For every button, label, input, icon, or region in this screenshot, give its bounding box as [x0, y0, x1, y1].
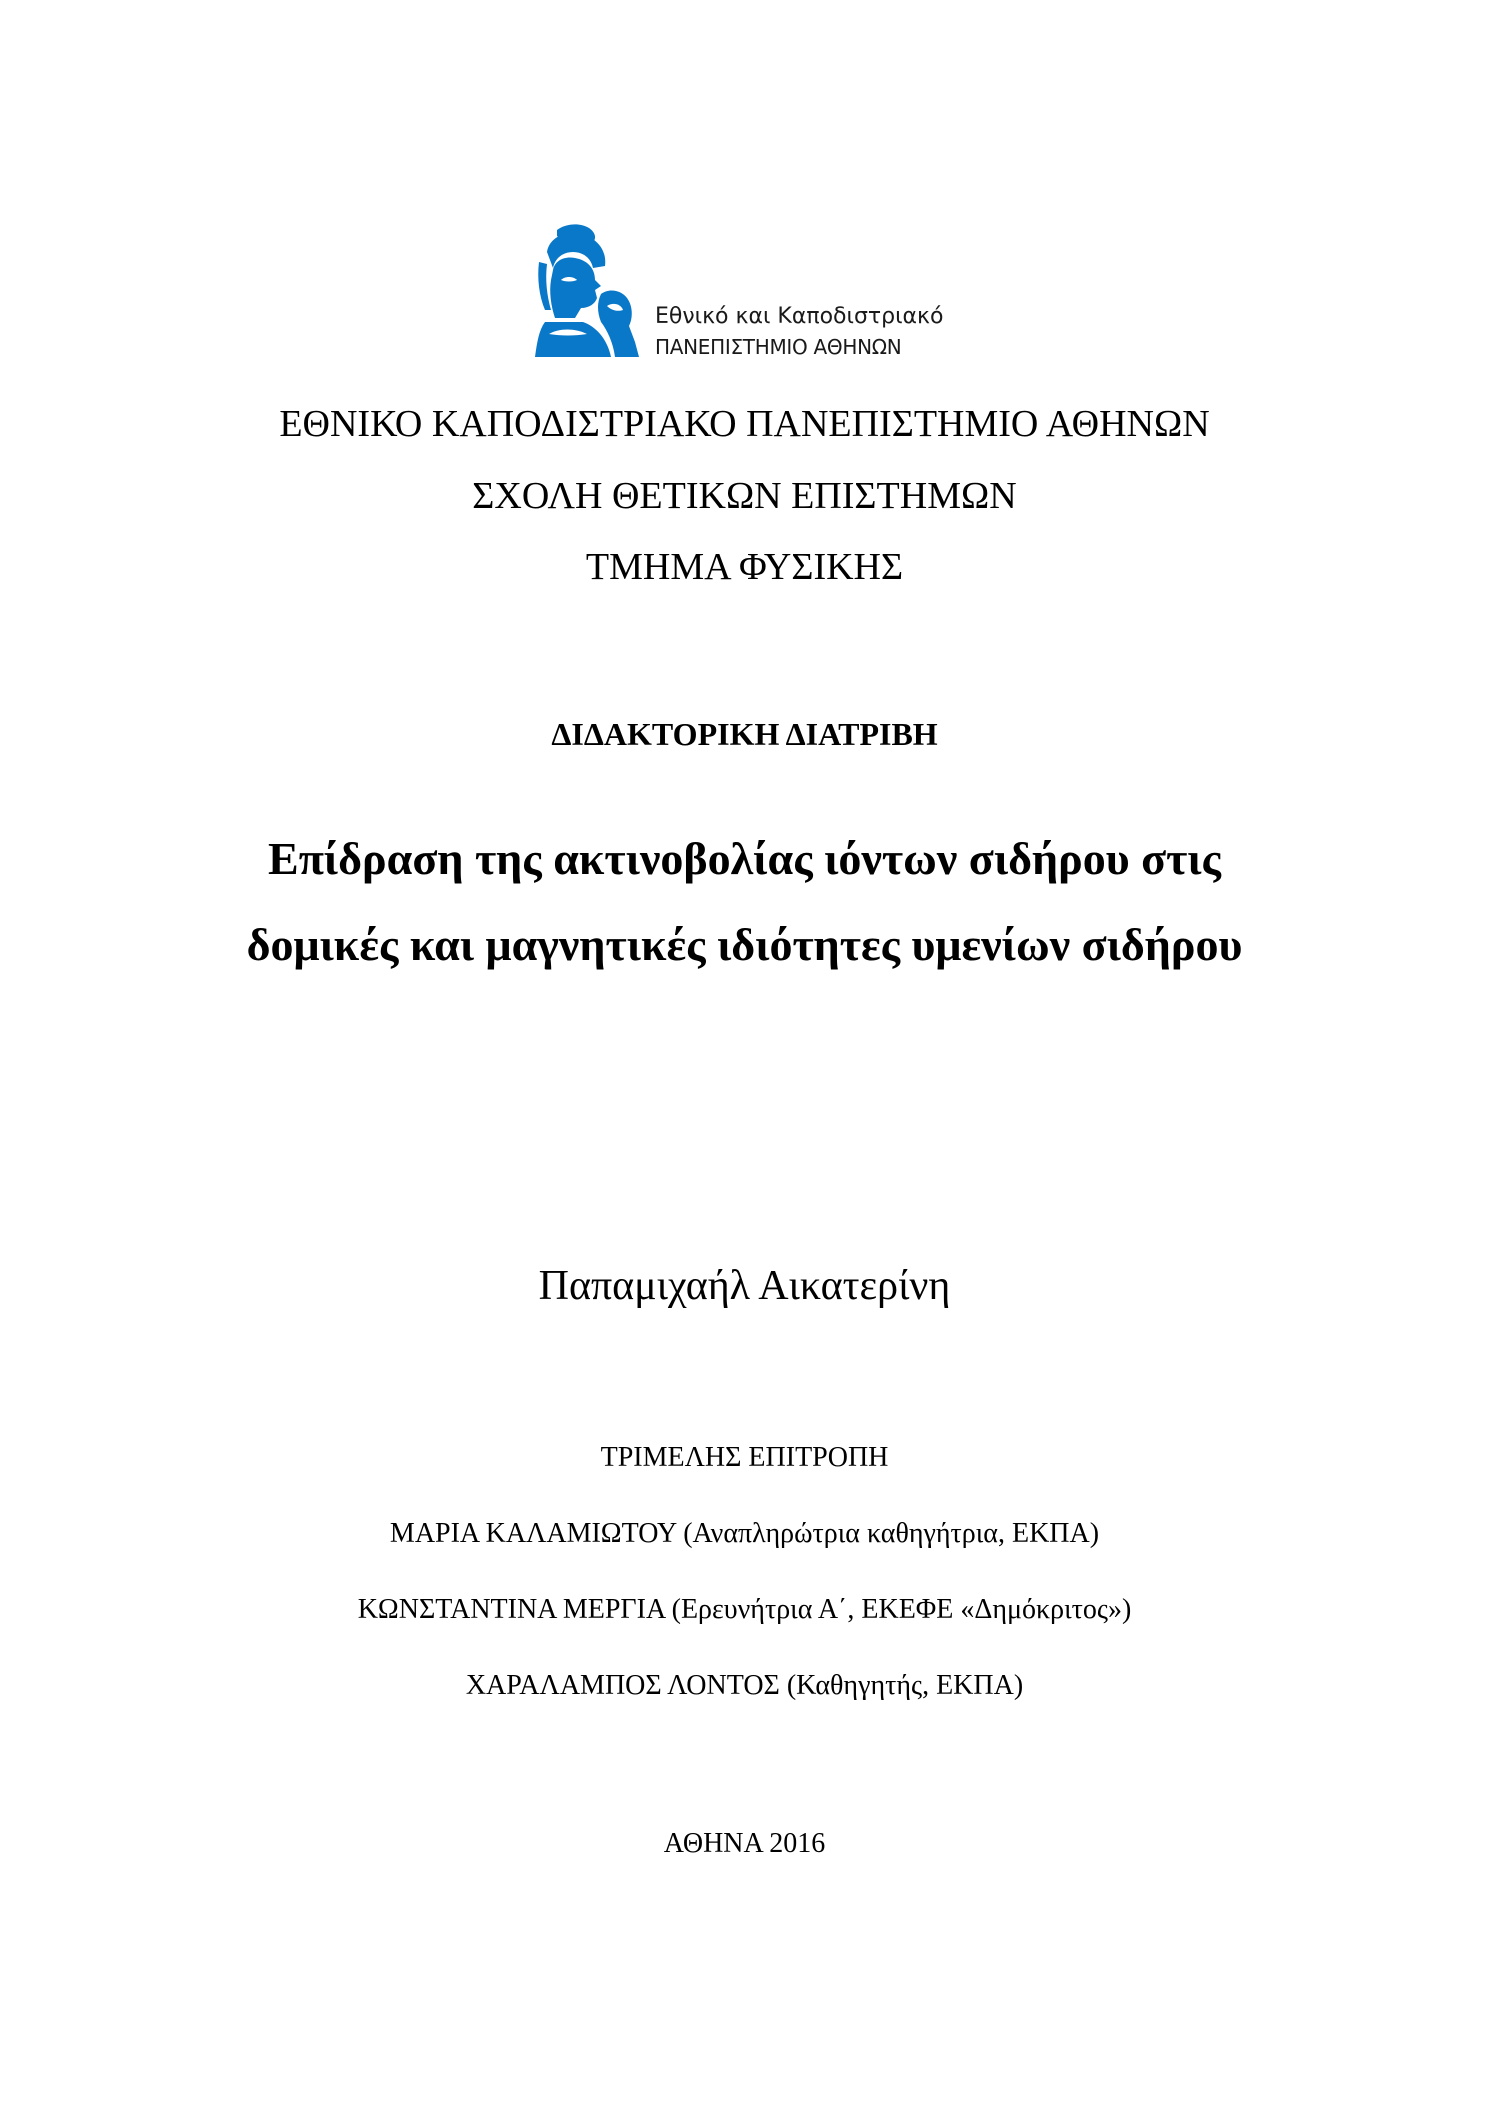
- logo-wordmark: [655, 302, 943, 362]
- department-name: ΤΜΗΜΑ ΦΥΣΙΚΗΣ: [585, 546, 904, 588]
- committee-member: ΚΩΝΣΤΑΝΤΙΝΑ ΜΕΡΓΙΑ (Ερευνήτρια Α΄, ΕΚΕΦΕ «Δημόκριτος»): [357, 1594, 1132, 1625]
- university-name: ΕΘΝΙΚΟ ΚΑΠΟΔΙΣΤΡΙΑΚΟ ΠΑΝΕΠΙΣΤΗΜΙΟ ΑΘΗΝΩΝ: [279, 403, 1210, 445]
- author-name: Παπαμιχαήλ Αικατερίνη: [538, 1263, 951, 1309]
- committee-heading: ΤΡΙΜΕΛΗΣ ΕΠΙΤΡΟΠΗ: [600, 1442, 889, 1473]
- university-logo: [535, 222, 944, 359]
- logo-line-2: ΠΑΝΕΠΙΣΤΗΜΙΟ ΑΘΗΝΩΝ: [655, 335, 902, 359]
- thesis-title-line-2: δομικές και μαγνητικές ιδιότητες υμενίων σιδήρου: [246, 919, 1243, 970]
- committee-member: ΧΑΡΑΛΑΜΠΟΣ ΛΟΝΤΟΣ (Καθηγητής, ΕΚΠΑ): [465, 1670, 1024, 1701]
- logo-line-1: Εθνικό και Καποδιστριακό: [655, 304, 944, 329]
- school-name: ΣΧΟΛΗ ΘΕΤΙΚΩΝ ΕΠΙΣΤΗΜΩΝ: [472, 475, 1017, 517]
- thesis-title-line-1: Επίδραση της ακτινοβολίας ιόντων σιδήρου στις: [268, 833, 1221, 884]
- committee-member: ΜΑΡΙΑ ΚΑΛΑΜΙΩΤΟΥ (Αναπληρώτρια καθηγήτρια, ΕΚΠΑ): [389, 1518, 1100, 1549]
- thesis-type: ΔΙΔΑΚΤΟΡΙΚΗ ΔΙΑΤΡΙΒΗ: [551, 716, 938, 752]
- university-athena-emblem-icon: [535, 222, 640, 357]
- place-and-year: ΑΘΗΝΑ 2016: [663, 1828, 826, 1859]
